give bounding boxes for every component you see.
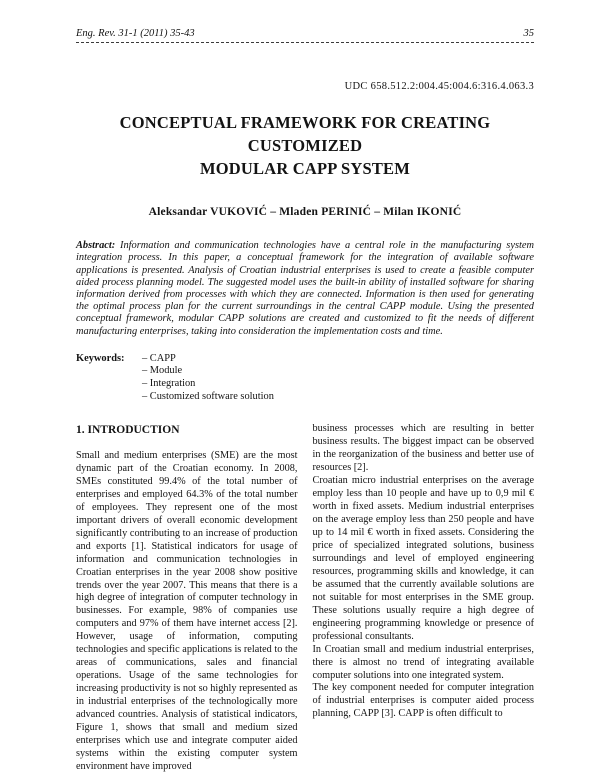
keywords-list xyxy=(140,353,274,404)
abstract-text: Information and communication technologies have a central role in the manufacturing system integration process. In this paper, a conceptual framework for the integration of available software applications is presented. Analysis of Croatian industrial enterprises is used to create a feasible computer aided process planning model. The suggested model uses the built-in ability of installed software for sharing information derived from processes with which they are connected. Information is then used for generating the optimal process plan for the current surroundings in the central CAPP module. Using the presented conceptual framework, modular CAPP solutions are created and customized to fit the needs of different manufacturing enterprises, taking into consideration the implementation costs and time. xyxy=(76,240,534,337)
running-head xyxy=(76,28,534,39)
keyword-item: – Customized software solution xyxy=(142,390,274,402)
intro-right-paragraph: business processes which are resulting in better business results. The biggest impact can be observed in the reorganization of the business and better use of resources [2]. xyxy=(312,423,534,474)
right-column xyxy=(313,423,535,773)
abstract xyxy=(76,240,534,337)
journal-reference: Eng. Rev. 31-1 (2011) 35-43 xyxy=(76,28,195,39)
keywords-block xyxy=(76,353,534,404)
left-column xyxy=(76,423,298,773)
authors-line: Aleksandar VUKOVIĆ – Mladen PERINIĆ – Milan IKONIĆ xyxy=(148,206,462,219)
keyword-item: – Module xyxy=(142,365,183,377)
keywords-label: Keywords: xyxy=(76,352,125,364)
intro-right-paragraph: The key component needed for computer integration of industrial enterprises is computer aided process planning, CAPP [3]. CAPP is often difficult to xyxy=(312,682,534,720)
udc-number: UDC 658.512.2:004.45:004.6:316.4.063.3 xyxy=(344,81,534,92)
paper-title-line2: MODULAR CAPP SYSTEM xyxy=(199,158,411,178)
body-columns xyxy=(76,423,534,773)
page-number: 35 xyxy=(523,28,534,39)
abstract-label: Abstract: xyxy=(76,240,116,252)
header-rule xyxy=(76,42,534,43)
paper-title-line1: CONCEPTUAL FRAMEWORK FOR CREATING CUSTOMIZED xyxy=(119,113,491,155)
intro-right-paragraph: Croatian micro industrial enterprises on the average employ less than 10 people and have up to 0,9 mil € worth in fixed assets. Medium industrial enterprises on the average employ less than 250 people and have up to 14 mil € worth in fixed assets. Considering the price of specialized integrated solutions, business surroundings and level of employed engineering resources, programming skills and knowledge, it can be assumed that the currently available solutions are not suitable for most enterprises in the SME group. These solutions usually require a high degree of engineering programming knowledge or presence of professional consultants. xyxy=(312,475,534,642)
paper-title xyxy=(76,112,534,180)
intro-left-paragraph: Small and medium enterprises (SME) are the most dynamic part of the Croatian economy. In 2008, SMEs constituted 99.4% of the total number of enterprises and employed 64.3% of the total number of employees. They represent one of the most important drivers of overall economic development significantly contributing to an increase of production and exports [1]. Statistical indicators for usage of information and communication technologies in Croatian enterprises in the year 2008 show positive trends over the year 2007. This means that there is a high degree of integration of computer technology in businesses. For example, 98% of companies use computers and 97% of them have internet access [2]. However, usage of information, computing technologies and specific applications is related to the areas of communications, sales and financial operations. Usage of the same technologies for increasing productivity is not so highly represented as in industrial enterprises of the technologically more advanced countries. Analysis of statistical indicators, Figure 1, shows that small and medium sized enterprises which use and integrate computer aided systems within the existing computer system environment have improved xyxy=(76,449,298,772)
keyword-item: – Integration xyxy=(142,378,196,390)
intro-right-paragraph: In Croatian small and medium industrial enterprises, there is almost no trend of integrating available computer solutions into one integrated system. xyxy=(312,643,534,681)
section-heading-introduction: 1. INTRODUCTION xyxy=(76,424,180,437)
keyword-item: – CAPP xyxy=(142,352,176,364)
